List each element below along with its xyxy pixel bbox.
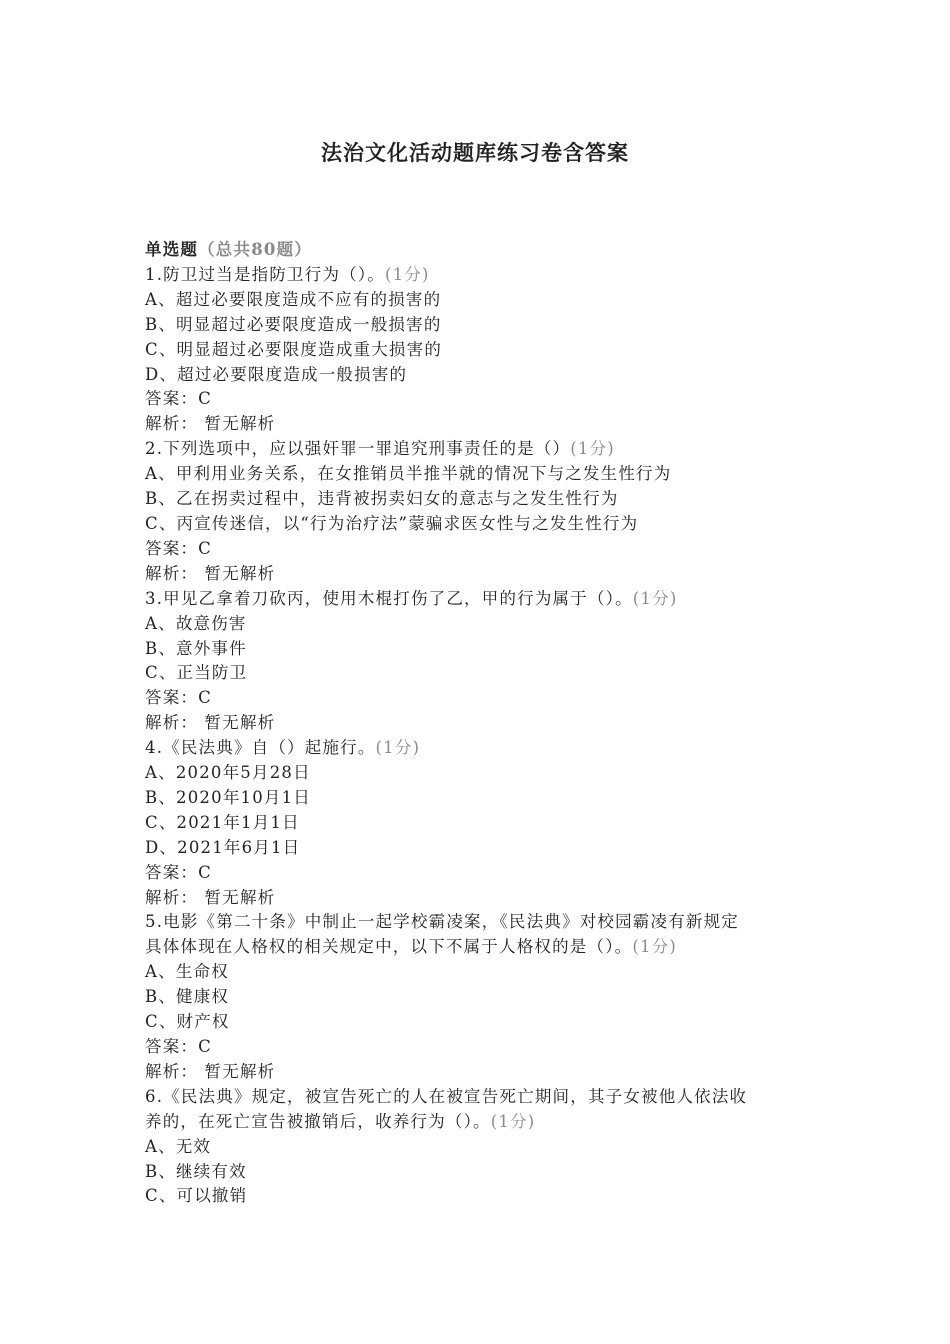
section-label: 单选题	[145, 240, 199, 259]
answer: 答案：C	[145, 862, 212, 882]
question-2	[145, 437, 810, 586]
question-list	[145, 238, 810, 1209]
question-stem: 1.防卫过当是指防卫行为（）。(1分)	[145, 264, 430, 284]
question-4	[145, 736, 810, 910]
answer: 答案：C	[145, 538, 212, 558]
analysis: 解析： 暂无解析	[145, 713, 276, 733]
option-c: C、明显超过必要限度造成重大损害的	[145, 339, 443, 359]
question-5	[145, 910, 810, 1084]
analysis: 解析： 暂无解析	[145, 1061, 276, 1081]
option-a: A、超过必要限度造成不应有的损害的	[145, 289, 442, 309]
option-c: C、2021年1月1日	[145, 812, 300, 832]
analysis: 解析： 暂无解析	[145, 414, 276, 434]
option-a: A、无效	[145, 1136, 212, 1156]
option-d: D、2021年6月1日	[145, 837, 301, 857]
question-6	[145, 1085, 810, 1210]
question-3	[145, 587, 810, 736]
option-b: B、意外事件	[145, 638, 247, 658]
question-stem-cont: 具体体现在人格权的相关规定中，以下不属于人格权的是（）。(1分)	[145, 937, 678, 957]
answer: 答案：C	[145, 688, 212, 708]
question-score: (1分)	[385, 264, 430, 284]
question-stem: 3.甲见乙拿着刀砍丙，使用木棍打伤了乙，甲的行为属于（）。(1分)	[145, 588, 678, 608]
page-title: 法治文化活动题库练习卷含答案	[321, 140, 629, 165]
question-stem: 4.《民法典》自（）起施行。(1分)	[145, 738, 421, 758]
question-stem-cont: 养的，在死亡宣告被撤销后，收养行为（）。(1分)	[145, 1111, 536, 1131]
option-b: B、健康权	[145, 987, 230, 1007]
option-b: B、明显超过必要限度造成一般损害的	[145, 314, 442, 334]
question-score: (1分)	[490, 1111, 536, 1131]
section-count: （总共80题）	[198, 240, 312, 259]
question-score: (1分)	[570, 439, 615, 459]
question-stem: 5.电影《第二十条》中制止一起学校霸凌案，《民法典》对校园霸凌有新规定	[145, 912, 739, 932]
answer: 答案：C	[145, 389, 212, 409]
option-d: D、超过必要限度造成一般损害的	[145, 364, 408, 384]
answer: 答案：C	[145, 1037, 212, 1056]
option-b: B、继续有效	[145, 1161, 247, 1181]
option-a: A、甲利用业务关系，在女推销员半推半就的情况下与之发生性行为	[145, 464, 672, 484]
analysis: 解析： 暂无解析	[145, 887, 276, 907]
section-heading	[145, 238, 810, 263]
question-1	[145, 263, 810, 437]
option-a: A、生命权	[145, 962, 229, 982]
question-score: (1分)	[632, 937, 678, 957]
option-c: C、可以撤销	[145, 1186, 248, 1206]
question-stem: 6.《民法典》规定，被宣告死亡的人在被宣告死亡期间，其子女被他人依法收	[145, 1086, 748, 1106]
option-c: C、财产权	[145, 1012, 230, 1032]
analysis: 解析： 暂无解析	[145, 563, 276, 583]
question-score: (1分)	[375, 738, 421, 758]
option-a: A、2020年5月28日	[145, 763, 311, 783]
option-b: B、2020年10月1日	[145, 787, 312, 807]
question-score: (1分)	[632, 588, 678, 608]
option-a: A、故意伤害	[145, 613, 247, 633]
question-stem: 2.下列选项中，应以强奸罪一罪追究刑事责任的是（）(1分)	[145, 439, 615, 459]
option-c: C、丙宣传迷信，以“行为治疗法”蒙骗求医女性与之发生性行为	[145, 513, 639, 533]
option-b: B、乙在拐卖过程中，违背被拐卖妇女的意志与之发生性行为	[145, 489, 619, 509]
option-c: C、正当防卫	[145, 663, 248, 683]
